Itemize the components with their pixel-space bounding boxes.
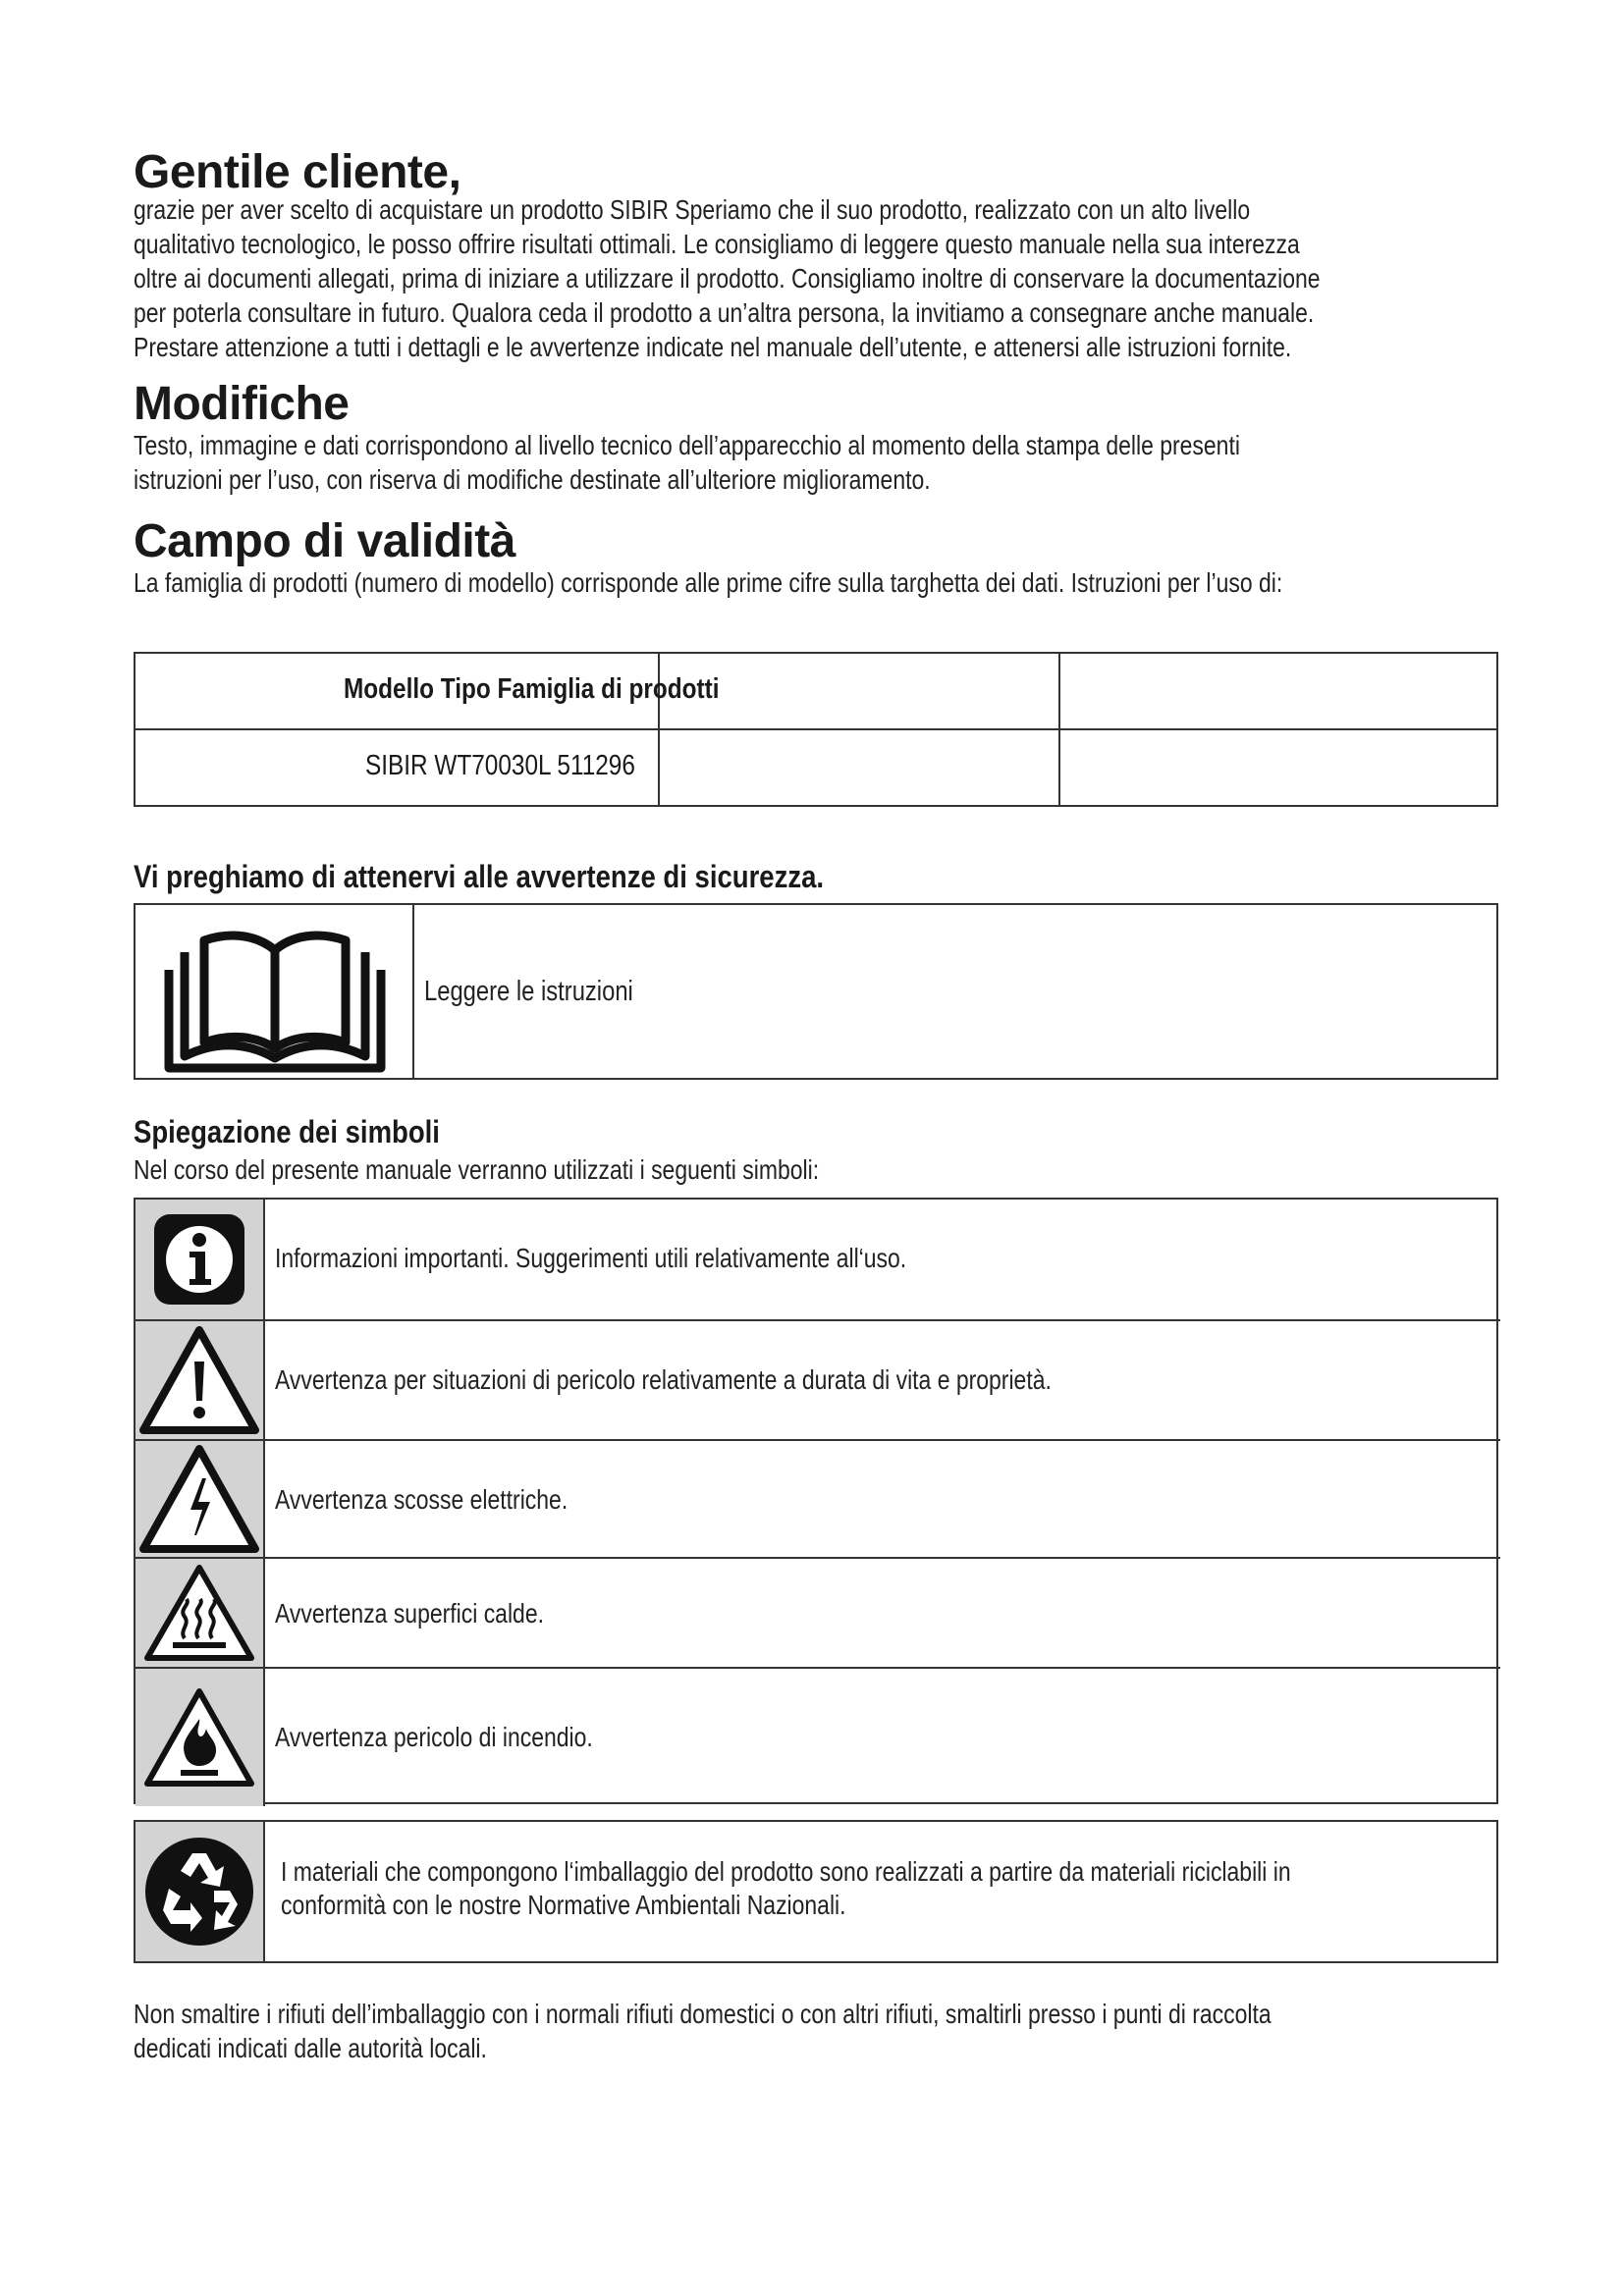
box-divider xyxy=(412,905,414,1078)
recycling-line: conformità con le nostre Normative Ambientali Nazionali. xyxy=(281,1890,846,1920)
table-header: Modello Tipo Famiglia di prodotti xyxy=(344,673,720,705)
symbols-heading: Spiegazione dei simboli xyxy=(134,1114,440,1149)
disposal-text xyxy=(134,1997,1521,2065)
electric-shock-icon xyxy=(137,1443,261,1555)
symbol-icon-cell xyxy=(135,1321,265,1439)
symbol-row xyxy=(135,1321,1500,1441)
intro-title: Gentile cliente, xyxy=(134,146,461,198)
recycling-box xyxy=(134,1820,1498,1963)
disposal-line: dedicati indicati dalle autorità locali. xyxy=(134,2033,487,2063)
fire-icon xyxy=(141,1685,257,1789)
modifiche-text xyxy=(134,428,1483,497)
modifiche-line: istruzioni per l’uso, con riserva di modifiche destinate all’ulteriore miglioramento. xyxy=(134,464,931,495)
intro-line: oltre ai documenti allegati, prima di iniziare a utilizzare il prodotto. Consigliamo inoltre di conservare la documentazione xyxy=(134,263,1321,294)
symbol-icon-cell xyxy=(135,1559,265,1667)
campo-section xyxy=(134,515,515,567)
read-instructions-text: Leggere le istruzioni xyxy=(424,976,633,1007)
symbol-description: Avvertenza pericolo di incendio. xyxy=(275,1722,593,1752)
symbol-row xyxy=(135,1559,1500,1669)
read-instructions-box xyxy=(134,903,1498,1080)
symbol-icon-cell xyxy=(135,1441,265,1557)
table-divider xyxy=(1058,654,1060,805)
symbol-icon-cell xyxy=(135,1200,265,1319)
table-model-value: SIBIR WT70030L 511296 xyxy=(365,750,635,781)
symbol-icon-cell xyxy=(135,1669,265,1806)
intro-text xyxy=(134,192,1581,364)
symbol-description: Avvertenza superfici calde. xyxy=(275,1598,544,1629)
modifiche-line: Testo, immagine e dati corrispondono al livello tecnico dell’apparecchio al momento della stampa delle presenti xyxy=(134,430,1240,460)
intro-section xyxy=(134,146,461,198)
symbol-row xyxy=(135,1441,1500,1559)
symbol-icon-cell xyxy=(135,1822,265,1961)
recycling-icon xyxy=(141,1834,257,1949)
book-icon xyxy=(161,921,389,1081)
symbol-description: Avvertenza scosse elettriche. xyxy=(275,1484,568,1515)
info-icon xyxy=(150,1210,248,1308)
symbol-row xyxy=(135,1200,1500,1321)
symbols-table xyxy=(134,1198,1498,1804)
symbol-description: Informazioni importanti. Suggerimenti utili relativamente all‘uso. xyxy=(275,1243,907,1273)
recycling-line: I materiali che compongono l‘imballaggio del prodotto sono realizzati a partire da materiali riciclabili in xyxy=(281,1856,1291,1887)
model-table xyxy=(134,652,1498,807)
symbol-row xyxy=(135,1669,1500,1806)
campo-text xyxy=(134,565,1535,600)
disposal-line: Non smaltire i rifiuti dell’imballaggio con i normali rifiuti domestici o con altri rifiuti, smaltirli presso i punti di raccolta xyxy=(134,1999,1272,2029)
modifiche-title: Modifiche xyxy=(134,378,350,430)
hot-surface-icon xyxy=(141,1562,257,1664)
table-divider xyxy=(135,728,1496,730)
symbols-intro: Nel corso del presente manuale verranno utilizzati i seguenti simboli: xyxy=(134,1154,820,1185)
symbol-description: Avvertenza per situazioni di pericolo relativamente a durata di vita e proprietà. xyxy=(275,1364,1052,1395)
campo-line: La famiglia di prodotti (numero di modello) corrisponde alle prime cifre sulla targhetta dei dati. Istruzioni per l’uso di: xyxy=(134,567,1283,598)
intro-line: Prestare attenzione a tutti i dettagli e le avvertenze indicate nel manuale dell’utente, e attenersi alle istruzioni fornite. xyxy=(134,332,1292,362)
warning-icon xyxy=(137,1324,261,1436)
campo-title: Campo di validità xyxy=(134,515,515,567)
intro-line: qualitativo tecnologico, le posso offrire risultati ottimali. Le consigliamo di leggere questo manuale nella sua interezza xyxy=(134,229,1300,259)
intro-line: grazie per aver scelto di acquistare un prodotto SIBIR Speriamo che il suo prodotto, realizzato con un alto livello xyxy=(134,194,1251,225)
safety-heading: Vi preghiamo di attenervi alle avvertenze di sicurezza. xyxy=(134,859,825,894)
modifiche-section xyxy=(134,378,350,430)
recycling-text xyxy=(281,1855,1512,1922)
intro-line: per poterla consultare in futuro. Qualora ceda il prodotto a un’altra persona, la invitiamo a consegnare anche manuale. xyxy=(134,297,1315,328)
